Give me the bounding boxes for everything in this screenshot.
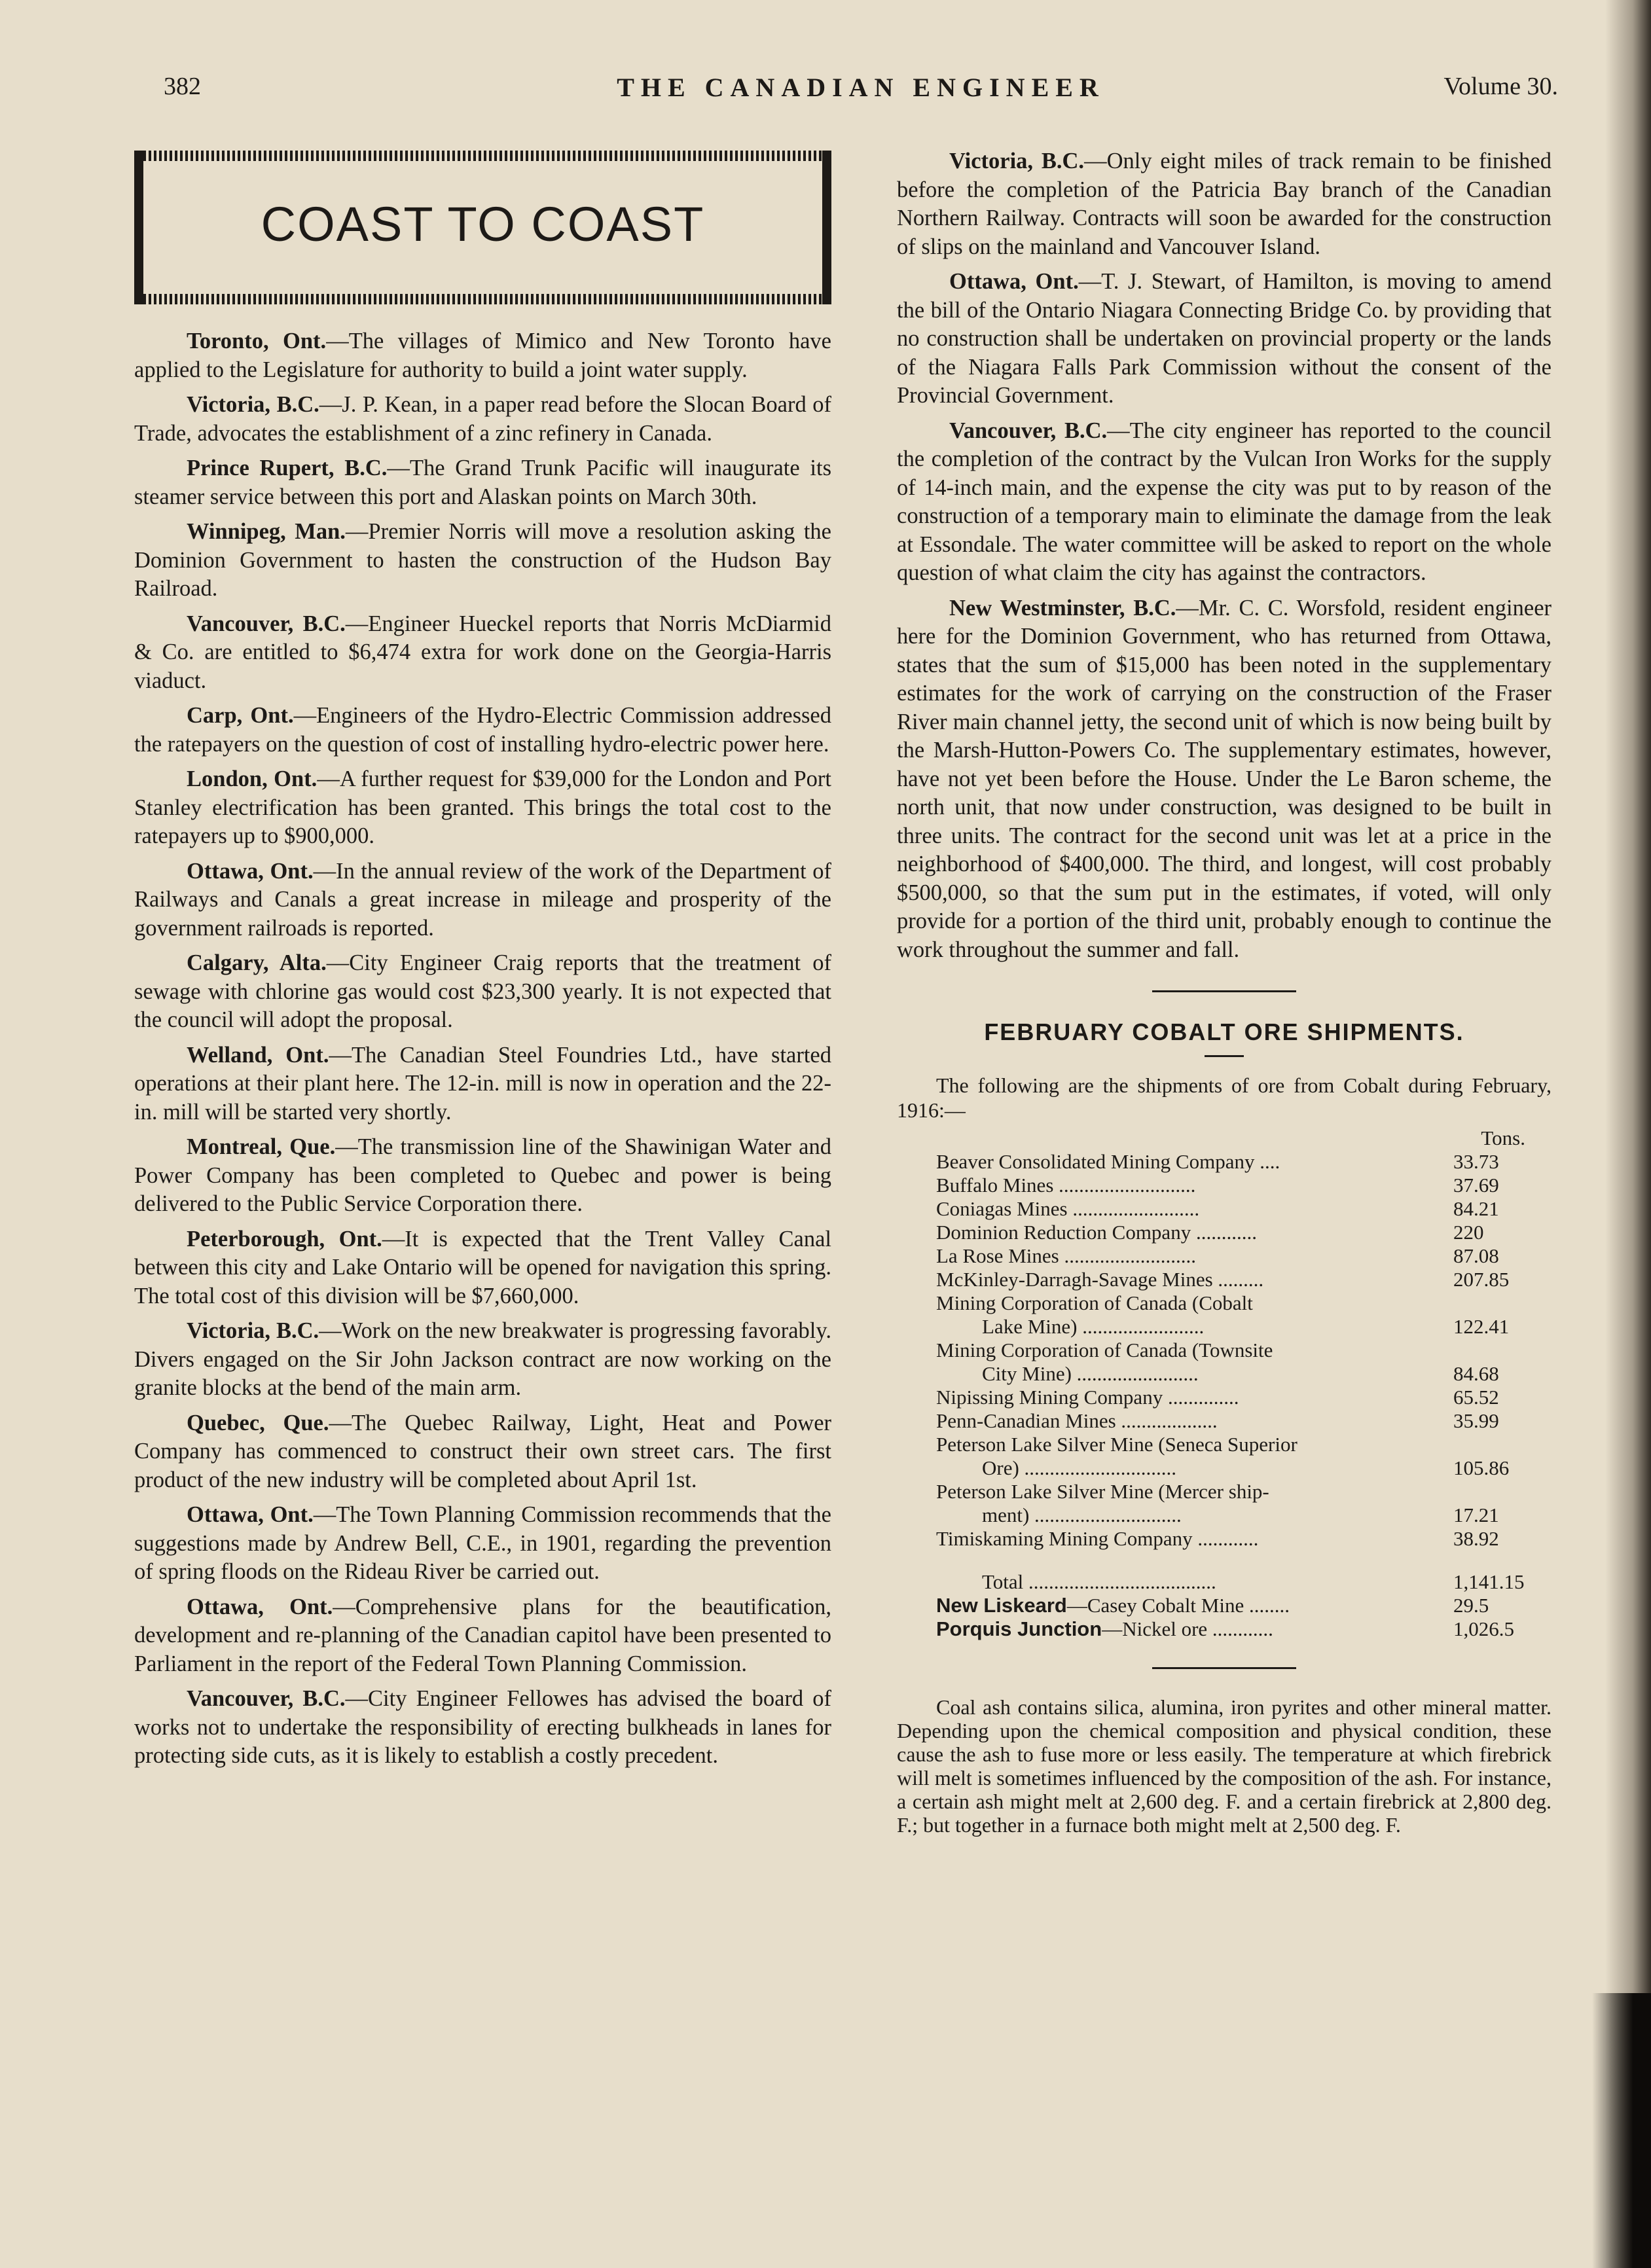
news-item-text: —It is expected that the Trent Valley Canal between this city and Lake Ontario will be opened for navigation this spring. The total cost of this division will be $7,660,000. [134, 1226, 831, 1308]
news-item [134, 1225, 831, 1311]
news-item-place: Vancouver, B.C. [187, 611, 346, 636]
news-item-place: Vancouver, B.C. [187, 1686, 346, 1711]
news-item-place: Ottawa, Ont. [187, 1502, 314, 1527]
news-item-place: Victoria, B.C. [949, 149, 1085, 173]
shipment-name: Mining Corporation of Canada (Cobalt [936, 1291, 1253, 1314]
news-item [134, 610, 831, 696]
shipment-name: Peterson Lake Silver Mine (Mercer ship- [936, 1480, 1269, 1503]
shipment-tons: 84.21 [1453, 1197, 1499, 1220]
news-item [134, 1041, 831, 1127]
right-news-list [897, 147, 1551, 964]
news-item-place: Ottawa, Ont. [949, 269, 1079, 294]
news-item-text: —The city engineer has reported to the council the completion of the contract by the Vulcan Iron Works for the supply of 14-inch main, and the expense the city was put to by reason of the construction of a temporary main to eliminate the damage from the leak at Essondale. The water committee will be asked to report on the whole question of what claim the city has against the contractors. [897, 418, 1552, 585]
news-item-text: —T. J. Stewart, of Hamilton, is moving to amend the bill of the Ontario Niagara Connecting Bridge Co. by providing that no construction shall be undertaken on provincial property or the lands of the Niagara Falls Park Commission without the consent of the Provincial Government. [897, 269, 1551, 408]
news-item-text: —The Grand Trunk Pacific will inaugurate its steamer service between this port and Alaskan points on March 30th. [134, 456, 831, 509]
shipment-tons: 37.69 [1453, 1174, 1499, 1197]
shipment-row [936, 1409, 1545, 1433]
news-item [134, 702, 831, 759]
shipment-row [936, 1291, 1545, 1339]
page-edge-shadow [1605, 0, 1651, 2268]
shipment-name: Mining Corporation of Canada (Townsite [936, 1339, 1273, 1361]
page-corner-shadow [1592, 1993, 1651, 2268]
shipment-row [936, 1339, 1545, 1386]
shipment-tons: 65.52 [1453, 1386, 1499, 1409]
shipment-tons: 105.86 [1453, 1456, 1510, 1479]
total-row [936, 1570, 1545, 1594]
shipment-row [936, 1174, 1545, 1197]
news-item-place: Quebec, Que. [187, 1410, 329, 1435]
news-item-text: —J. P. Kean, in a paper read before the Slocan Board of Trade, advocates the establishment of a zinc refinery in Canada. [134, 392, 831, 446]
shipment-tons: 122.41 [1453, 1315, 1510, 1338]
total-value: 1,141.15 [1453, 1570, 1525, 1593]
news-item [134, 1133, 831, 1219]
news-item [897, 417, 1551, 588]
shipment-name-cont: Ore) .............................. [982, 1456, 1177, 1479]
news-item-place: Welland, Ont. [187, 1042, 329, 1068]
shipment-tons: 38.92 [1453, 1527, 1499, 1550]
news-item-place: London, Ont. [187, 766, 318, 791]
news-item-text: —The Canadian Steel Foundries Ltd., have started operations at their plant here. The 12-in. mill is now in operation and the 22-in. mill will be started very shortly. [134, 1042, 831, 1125]
shipment-name: Coniagas Mines ......................... [936, 1197, 1200, 1220]
running-header [164, 72, 1558, 111]
divider-short [1205, 1055, 1244, 1057]
news-item-text: —Engineers of the Hydro-Electric Commission addressed the ratepayers on the question of cost of installing hydro-electric power here. [134, 703, 831, 757]
shipment-name: Timiskaming Mining Company ............ [936, 1527, 1259, 1550]
news-item [134, 391, 831, 448]
section-title: COAST TO COAST [261, 197, 705, 251]
news-item-place: Victoria, B.C. [187, 1318, 319, 1343]
news-item [897, 147, 1551, 261]
news-item [134, 1593, 831, 1679]
shipments-title: FEBRUARY COBALT ORE SHIPMENTS. [984, 1018, 1464, 1045]
shipments-intro: The following are the shipments of ore from Cobalt during February, 1916:— [897, 1073, 1551, 1122]
shipment-name: Penn-Canadian Mines ................... [936, 1409, 1218, 1432]
news-item-place: Ottawa, Ont. [187, 1594, 333, 1619]
news-item-text: —The Town Planning Commission recommends that the suggestions made by Andrew Bell, C.E., in 1901, regarding the prevention of spring floods on the Rideau River be carried out. [134, 1502, 831, 1584]
extra-shipment-place: New Liskeard [936, 1594, 1067, 1617]
shipment-name: Peterson Lake Silver Mine (Seneca Superior [936, 1433, 1297, 1456]
news-item [134, 1685, 831, 1771]
news-item-text: —Premier Norris will move a resolution asking the Dominion Government to hasten the construction of the Hudson Bay Railroad. [134, 519, 831, 601]
tons-header: Tons. [1481, 1126, 1525, 1149]
shipment-name: McKinley-Darragh-Savage Mines ......... [936, 1268, 1264, 1291]
extra-shipment-row [936, 1594, 1545, 1617]
news-item-text: —The transmission line of the Shawinigan Water and Power Company has been completed to Quebec and power is being delivered to the Public Service Corporation there. [134, 1134, 831, 1216]
section-banner [134, 151, 831, 304]
volume-label: Volume 30. [1443, 73, 1558, 100]
shipment-tons: 87.08 [1453, 1244, 1499, 1267]
news-item-text: —City Engineer Fellowes has advised the board of works not to undertake the responsibility of erecting bulkheads in lanes for protecting side cuts, as it is likely to establish a costly precedent. [134, 1686, 832, 1768]
shipment-name: Beaver Consolidated Mining Company .... [936, 1150, 1280, 1173]
shipment-name: Dominion Reduction Company ............ [936, 1221, 1257, 1244]
news-item-place: Victoria, B.C. [187, 392, 319, 417]
shipment-row [936, 1221, 1545, 1244]
news-item [134, 857, 831, 943]
shipment-tons: 33.73 [1453, 1150, 1499, 1173]
news-item [134, 518, 831, 603]
news-item-text: —Only eight miles of track remain to be finished before the completion of the Patricia Bay branch of the Canadian Northern Railway. Contracts will soon be awarded for the construction of slips on the mainland and Vancouver Island. [897, 149, 1551, 259]
shipment-name: La Rose Mines .......................... [936, 1244, 1196, 1267]
journal-title: THE CANADIAN ENGINEER [617, 73, 1105, 102]
shipment-row [936, 1386, 1545, 1409]
coal-ash-note: Coal ash contains silica, alumina, iron pyrites and other mineral matter. Depending upon the chemical composition and physical condition, these cause the ash to fuse more or less easily. The temperature at which firebrick will melt is sometimes influenced by the composition of the ash. For instance, a certain ash might melt at 2,600 deg. F. and a certain firebrick at 2,800 deg. F.; but together in a furnace both might melt at 2,500 deg. F. [897, 1695, 1551, 1837]
news-item-place: Calgary, Alta. [187, 950, 327, 975]
news-item-place: Prince Rupert, B.C. [187, 456, 388, 480]
news-item-text: —Work on the new breakwater is progressing favorably. Divers engaged on the Sir John Jackson contract are now working on the granite blocks at the bend of the main arm. [134, 1318, 831, 1400]
news-item-text: —A further request for $39,000 for the London and Port Stanley electrification has been granted. This brings the total cost to the ratepayers up to $900,000. [134, 766, 831, 848]
shipment-row [936, 1268, 1545, 1291]
shipment-name-cont: ment) ............................. [982, 1503, 1182, 1526]
news-item [897, 268, 1551, 410]
news-item-text: —Mr. C. C. Worsfold, resident engineer here for the Dominion Government, who has returned from Ottawa, states that the sum of $15,000 has been noted in the supplementary estimates for the work of carrying on the construction of the Fraser River main channel jetty, the second unit of which is now being built by the Marsh-Hutton-Powers Co. The supplementary estimates, however, have not yet been before the House. Under the Le Baron scheme, the north unit, that now under construction, was designed to be built in three units. The contract for the second unit was let at a price in the neighborhood of $400,000. The third, and longest, will cost probably $500,000, so that the sum put in the estimates, if voted, will only provide for a portion of the third unit, probably enough to continue the work throughout the summer and fall. [897, 595, 1551, 962]
shipment-row [936, 1197, 1545, 1221]
shipment-row [936, 1244, 1545, 1268]
news-item-place: Ottawa, Ont. [187, 858, 314, 884]
shipment-name: Buffalo Mines ........................... [936, 1174, 1196, 1197]
shipment-name-cont: City Mine) ........................ [982, 1362, 1199, 1385]
shipment-tons: 35.99 [1453, 1409, 1499, 1432]
news-item [134, 1317, 831, 1403]
news-item [134, 454, 831, 511]
news-item-place: New Westminster, B.C. [949, 595, 1176, 621]
extra-shipment-desc: —Nickel ore ............ [1102, 1617, 1273, 1640]
shipment-tons: 207.85 [1453, 1268, 1510, 1291]
news-item-place: Peterborough, Ont. [187, 1226, 382, 1251]
shipment-tons: 84.68 [1453, 1362, 1499, 1385]
news-item-place: Montreal, Que. [187, 1134, 336, 1159]
news-item [134, 1409, 831, 1495]
extra-shipment-tons: 29.5 [1453, 1594, 1489, 1617]
total-label: Total ..................................... [982, 1570, 1216, 1593]
shipment-row [936, 1150, 1545, 1174]
shipment-name-cont: Lake Mine) ........................ [982, 1315, 1205, 1338]
right-column [897, 147, 1551, 1858]
news-item [134, 765, 831, 851]
shipment-name: Nipissing Mining Company .............. [936, 1386, 1239, 1409]
news-item-place: Vancouver, B.C. [949, 418, 1108, 443]
left-news-list [134, 327, 831, 1771]
news-item [134, 949, 831, 1035]
extra-shipment-desc: —Casey Cobalt Mine ........ [1066, 1594, 1290, 1617]
news-item-place: Carp, Ont. [187, 703, 294, 728]
news-item-text: —Engineer Hueckel reports that Norris McDiarmid & Co. are entitled to $6,474 extra for work done on the Georgia-Harris viaduct. [134, 611, 831, 693]
news-item-text: —Comprehensive plans for the beautification, development and re-planning of the Canadian capitol have been presented to Parliament in the report of the Federal Town Planning Commission. [134, 1594, 831, 1676]
shipment-tons: 220 [1453, 1221, 1484, 1244]
shipment-row [936, 1527, 1545, 1551]
shipment-tons: 17.21 [1453, 1503, 1499, 1526]
divider [1152, 1667, 1296, 1669]
news-item-text: —City Engineer Craig reports that the treatment of sewage with chlorine gas would cost $23,300 yearly. It is not expected that the council will adopt the proposal. [134, 950, 832, 1032]
news-item [134, 327, 831, 384]
news-item-text: —The Quebec Railway, Light, Heat and Power Company has commenced to construct their own street cars. The first product of the new industry will be completed about April 1st. [134, 1410, 832, 1492]
news-item-text: —In the annual review of the work of the Department of Railways and Canals a great increase in mileage and prosperity of the government railroads is reported. [134, 858, 831, 941]
extra-shipment-row [936, 1617, 1545, 1641]
news-item-text: —The villages of Mimico and New Toronto have applied to the Legislature for authority to build a joint water supply. [134, 329, 831, 382]
news-item-place: Winnipeg, Man. [187, 519, 346, 544]
extra-shipment-tons: 1,026.5 [1453, 1617, 1514, 1640]
news-item [897, 594, 1551, 965]
news-item-place: Toronto, Ont. [187, 329, 327, 353]
page-number: 382 [164, 73, 201, 100]
shipment-row [936, 1433, 1545, 1480]
divider [1152, 990, 1296, 992]
news-item [134, 1501, 831, 1587]
shipment-row [936, 1480, 1545, 1527]
left-column [134, 151, 831, 1777]
extra-shipment-place: Porquis Junction [936, 1617, 1102, 1640]
shipments-table [936, 1126, 1545, 1641]
